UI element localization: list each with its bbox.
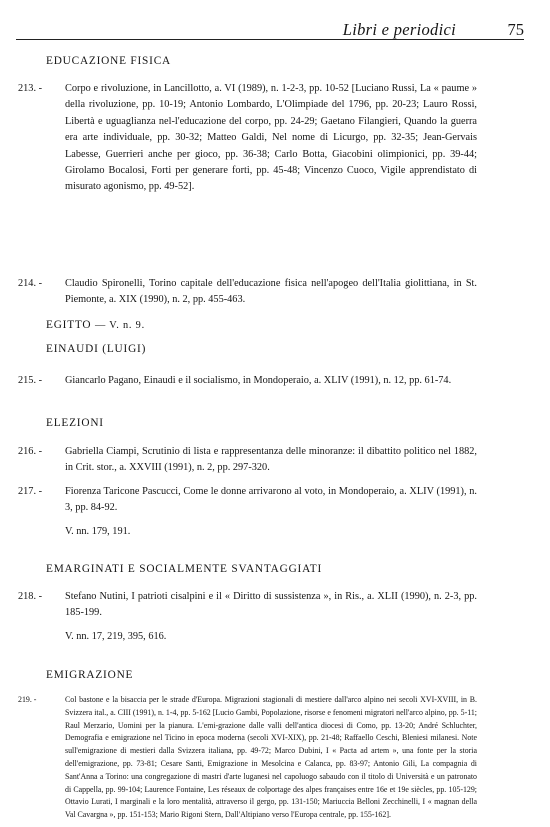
- section-heading: EMIGRAZIONE: [46, 669, 134, 681]
- cross-reference: V. nn. 179, 191.: [65, 526, 131, 537]
- bibliography-entry: [18, 444, 477, 477]
- section-heading: EDUCAZIONE FISICA: [46, 55, 171, 67]
- section-heading-text: EGITTO: [46, 319, 92, 331]
- entry-text: Gabriella Ciampi, Scrutinio di lista e rappresentanza delle minoranze: il dibattito politico nel 1882, in Crit. stor., a. XXVIII (1991), n. 2, pp. 297-320.: [65, 446, 477, 474]
- entry-text: Giancarlo Pagano, Einaudi e il socialismo, in Mondoperaio, a. XLIV (1991), n. 12, pp. 61-74.: [65, 375, 452, 386]
- bibliography-entry: [18, 484, 477, 517]
- entry-number: 219. -: [18, 695, 37, 704]
- cross-reference: — V. n. 9.: [95, 320, 145, 331]
- cross-reference: V. nn. 17, 219, 395, 616.: [65, 631, 167, 642]
- entry-text: Corpo e rivoluzione, in Lancillotto, a. VI (1989), n. 1-2-3, pp. 10-52 [Luciano Russi, La « paume » della rivoluzione, pp. 10-19; Antonio Lombardo, L'Olimpiade del 1796, pp. 20-23; Lauro Rossi, Libertà e uguaglianza nel-l'educazione del corpo, pp. 24-29; Gaetano Filangieri, Quando la guerra era arte individuale, pp. 30-32; Matteo Galdi, Nel nome di Licurgo, pp. 32-35; Jean-Gervais Labesse, Guerrieri anche per gioco, pp. 36-38; Carlo Botta, Giacobini olimpionici, pp. 39-44; Girolamo Bocalosi, Forti per generare forti, pp. 45-48; Vincenzo Cuoco, Vigile apprendistato di misurato agonismo, pp. 49-52].: [65, 83, 477, 193]
- section-heading: ELEZIONI: [46, 417, 104, 429]
- bibliography-entry: [18, 81, 477, 196]
- entry-number: 218. -: [18, 591, 43, 602]
- bibliography-entry: [18, 373, 477, 389]
- entry-text: Col bastone e la bisaccia per le strade d'Europa. Migrazioni stagionali di mestiere dall'arco alpino nei secoli XVI-XVIII, in B. Svizzera ital., a. CIII (1991), n. 1-4, pp. 5-162 [Lucio Gambi, Popolazione, risorse e fenomeni migratori nell'arco alpino, pp. 5-11; Raul Merzario, Uomini per la pianura. L'emi-grazione dalle valli dell'antica diocesi di Como, pp. 13-20; André Schluchter, Demografia e emigrazione nel Ticino in epoca moderna (secoli XVI-XIX), pp. 21-48; Raffaello Ceschi, Bleniesi milanesi. Note sull'emigrazione di mestieri dalla Svizzera italiana, pp. 49-72; Marco Dubini, I « Pacta ad artem », una fonte per la storia dell'emigrazione, pp. 73-81; Cesare Santi, Emigrazione in Mesolcina e Calanca, pp. 83-97; Antonio Gili, La compagnia di Sant'Anna a Torino: una congregazione di mastri d'arte luganesi nel capoluogo sabaudo con il titolo di Università e un patronato di Cappella, pp. 99-104; Laurence Fontaine, Les réseaux de colportage des alpes françaises entre 16e et 19e siècles, pp. 105-129; Ottavio Lurati, I marginali e la loro mentalità, attraverso il gergo, pp. 131-150; Mariuccia Belloni Zecchinelli, I « magnan della Val Cavargna », pp. 151-153; Mario Rigoni Stern, Dall'Altipiano verso l'Europa centrale, pp. 155-162].: [65, 695, 477, 820]
- section-heading: [46, 318, 145, 334]
- entry-number: 217. -: [18, 486, 43, 497]
- header-rule: [16, 39, 524, 40]
- bibliography-entry: [18, 589, 477, 622]
- entry-number: 215. -: [18, 375, 43, 386]
- entry-text: Stefano Nutini, I patrioti cisalpini e il « Diritto di sussistenza », in Ris., a. XLII (1990), n. 2-3, pp. 185-199.: [65, 591, 477, 619]
- entry-number: 216. -: [18, 446, 43, 457]
- entry-number: 213. -: [18, 83, 43, 94]
- section-heading: EMARGINATI E SOCIALMENTE SVANTAGGIATI: [46, 563, 323, 575]
- running-head: [16, 20, 524, 40]
- bibliography-entry: [18, 694, 477, 822]
- entry-text: Claudio Spironelli, Torino capitale dell'educazione fisica nell'apogeo dell'Italia giolittiana, in St. Piemonte, a. XIX (1990), n. 2, pp. 455-463.: [65, 278, 477, 306]
- running-head-title: Libri e periodici: [342, 20, 456, 39]
- section-heading: EINAUDI (LUIGI): [46, 343, 147, 355]
- bibliography-entry: [18, 276, 477, 309]
- entry-number: 214. -: [18, 278, 43, 289]
- entry-text: Fiorenza Taricone Pascucci, Come le donne arrivarono al voto, in Mondoperaio, a. XLIV (1991), n. 3, pp. 84-92.: [65, 486, 477, 514]
- page-number: 75: [507, 20, 524, 39]
